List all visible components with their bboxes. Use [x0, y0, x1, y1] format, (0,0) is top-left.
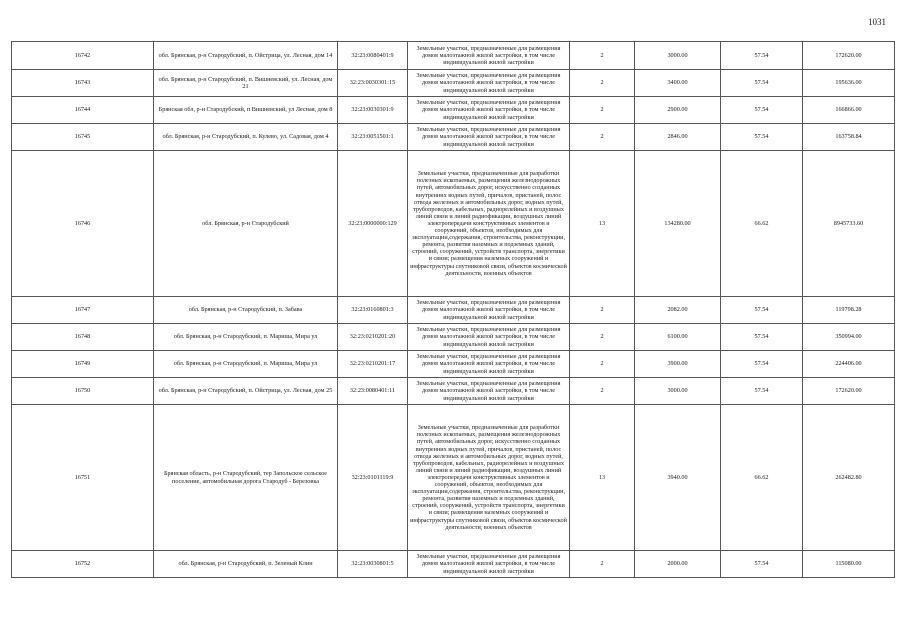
- land-use-cell: Земельные участки, предназначенные для разработки полезных ископаемых, размещения железнодорожных путей, автомобильных дорог, искусственно созданных внутренних водных путей, причалов, пристаней, полос отвода железных и автомобильных дорог, водных путей, трубопроводов, кабельных, радиорелейных и воздушных линий связи и линий радиофикации, воздушных линий электропередачи конструктивных элементов и сооружений, объектов, необходимых для эксплуатации,содержания, строительства, реконструкции, ремонта, развития наземных и подземных зданий, строений, сооружений, устройств транспорта, энергетики и связи; размещения наземных сооружений и инфраструктуры спутниковой связи, объектов космической деятельности, военных объектов: [408, 405, 570, 551]
- cadastral-value-cell: 172620.00: [803, 378, 895, 405]
- row-number: 16746: [12, 151, 154, 297]
- land-use-cell: Земельные участки, предназначенные для размещения домов малоэтажной жилой застройки, в том числе индивидуальной жилой застройки: [408, 351, 570, 378]
- cadastral-number-cell: 32:23:0030301:15: [338, 70, 408, 97]
- address-cell: обл. Брянская, р-н Стародубский, п. Кулево, ул. Садовая, дом 4: [154, 124, 338, 151]
- group-cell: 2: [570, 351, 635, 378]
- cadastral-number-cell: 32:23:0000000:129: [338, 151, 408, 297]
- table-row: [12, 297, 895, 324]
- row-number: 16743: [12, 70, 154, 97]
- land-use-cell: Земельные участки, предназначенные для разработки полезных ископаемых, размещения железнодорожных путей, автомобильных дорог, искусственно созданных внутренних водных путей, причалов, пристаней, полос отвода железных и автомобильных дорог, водных путей, трубопроводов, кабельных, радиорелейных и воздушных линий связи и линий радиофикации, воздушных линий электропередачи конструктивных элементов и сооружений, объектов, необходимых для эксплуатации,содержания, строительства, реконструкции, ремонта, развития наземных и подземных зданий, строений, сооружений, устройств транспорта, энергетики и связи; размещения наземных сооружений и инфраструктуры спутниковой связи, объектов космической деятельности, военных объектов: [408, 151, 570, 297]
- rate-cell: 57.54: [721, 70, 803, 97]
- table-row: [12, 324, 895, 351]
- rate-cell: 57.54: [721, 378, 803, 405]
- cadastral-value-cell: 8945733.60: [803, 151, 895, 297]
- rate-cell: 57.54: [721, 324, 803, 351]
- cadastral-value-cell: 262482.80: [803, 405, 895, 551]
- cadastral-number-cell: 32:23:0101119:9: [338, 405, 408, 551]
- area-cell: 2846.00: [635, 124, 721, 151]
- rate-cell: 57.54: [721, 297, 803, 324]
- group-cell: 2: [570, 551, 635, 578]
- area-cell: 3000.00: [635, 378, 721, 405]
- cadastral-value-cell: 115080.00: [803, 551, 895, 578]
- cadastral-number-cell: 32:23:0080401:11: [338, 378, 408, 405]
- table-row: [12, 151, 895, 297]
- page-number: 1031: [868, 17, 886, 27]
- group-cell: 2: [570, 70, 635, 97]
- table-row: [12, 351, 895, 378]
- area-cell: 3900.00: [635, 351, 721, 378]
- rate-cell: 57.54: [721, 97, 803, 124]
- table-row: [12, 42, 895, 70]
- table-row: [12, 378, 895, 405]
- cadastral-number-cell: 32:23:0210201:20: [338, 324, 408, 351]
- address-cell: обл. Брянская, р-н Стародубский, п. Зеленый Клин: [154, 551, 338, 578]
- table-row: [12, 70, 895, 97]
- address-cell: обл. Брянская, р-н Стародубский, п. Забава: [154, 297, 338, 324]
- row-number: 16748: [12, 324, 154, 351]
- area-cell: 2000.00: [635, 551, 721, 578]
- row-number: 16749: [12, 351, 154, 378]
- area-cell: 3940.00: [635, 405, 721, 551]
- area-cell: 2900.00: [635, 97, 721, 124]
- group-cell: 2: [570, 97, 635, 124]
- table-row: [12, 405, 895, 551]
- land-use-cell: Земельные участки, предназначенные для размещения домов малоэтажной жилой застройки, в том числе индивидуальной жилой застройки: [408, 551, 570, 578]
- cadastral-number-cell: 32:23:0030301:9: [338, 97, 408, 124]
- table-row: [12, 551, 895, 578]
- row-number: 16751: [12, 405, 154, 551]
- cadastral-value-cell: 224406.00: [803, 351, 895, 378]
- row-number: 16744: [12, 97, 154, 124]
- table-row: [12, 97, 895, 124]
- group-cell: 2: [570, 124, 635, 151]
- cadastral-value-cell: 172620.00: [803, 42, 895, 70]
- cadastral-value-cell: 119798.28: [803, 297, 895, 324]
- rate-cell: 57.54: [721, 551, 803, 578]
- land-use-cell: Земельные участки, предназначенные для размещения домов малоэтажной жилой застройки, в том числе индивидуальной жилой застройки: [408, 42, 570, 70]
- area-cell: 134280.00: [635, 151, 721, 297]
- row-number: 16745: [12, 124, 154, 151]
- land-use-cell: Земельные участки, предназначенные для размещения домов малоэтажной жилой застройки, в том числе индивидуальной жилой застройки: [408, 97, 570, 124]
- address-cell: обл. Брянская, р-н Стародубский: [154, 151, 338, 297]
- cadastral-number-cell: 32:23:0030801:5: [338, 551, 408, 578]
- land-use-cell: Земельные участки, предназначенные для размещения домов малоэтажной жилой застройки, в том числе индивидуальной жилой застройки: [408, 70, 570, 97]
- land-use-cell: Земельные участки, предназначенные для размещения домов малоэтажной жилой застройки, в том числе индивидуальной жилой застройки: [408, 378, 570, 405]
- address-cell: Брянская область, р-н Стародубский, тер Запольское сельское поселение, автомобильная дорога Стародуб - Березовка: [154, 405, 338, 551]
- rate-cell: 57.54: [721, 124, 803, 151]
- cadastral-value-cell: 195636.00: [803, 70, 895, 97]
- land-use-cell: Земельные участки, предназначенные для размещения домов малоэтажной жилой застройки, в том числе индивидуальной жилой застройки: [408, 324, 570, 351]
- cadastral-number-cell: 32:23:0051501:1: [338, 124, 408, 151]
- cadastral-number-cell: 32:23:0080401:9: [338, 42, 408, 70]
- cadastral-value-cell: 350994.00: [803, 324, 895, 351]
- row-number: 16752: [12, 551, 154, 578]
- group-cell: 13: [570, 151, 635, 297]
- land-use-cell: Земельные участки, предназначенные для размещения домов малоэтажной жилой застройки, в том числе индивидуальной жилой застройки: [408, 297, 570, 324]
- cadastral-number-cell: 32:23:0210201:17: [338, 351, 408, 378]
- area-cell: 6100.00: [635, 324, 721, 351]
- land-register-table: [11, 41, 895, 578]
- address-cell: Брянская обл, р-н Стародубский, п Вишневский, ул Лесная, дом 8: [154, 97, 338, 124]
- table-row: [12, 124, 895, 151]
- cadastral-value-cell: 163758.84: [803, 124, 895, 151]
- land-use-cell: Земельные участки, предназначенные для размещения домов малоэтажной жилой застройки, в том числе индивидуальной жилой застройки: [408, 124, 570, 151]
- row-number: 16747: [12, 297, 154, 324]
- group-cell: 13: [570, 405, 635, 551]
- rate-cell: 66.62: [721, 405, 803, 551]
- rate-cell: 66.62: [721, 151, 803, 297]
- group-cell: 2: [570, 378, 635, 405]
- area-cell: 3400.00: [635, 70, 721, 97]
- group-cell: 2: [570, 324, 635, 351]
- rate-cell: 57.54: [721, 42, 803, 70]
- rate-cell: 57.54: [721, 351, 803, 378]
- area-cell: 3000.00: [635, 42, 721, 70]
- cadastral-value-cell: 166866.00: [803, 97, 895, 124]
- address-cell: обл. Брянская, р-н Стародубский, п. Мариша, Мира ул: [154, 351, 338, 378]
- group-cell: 2: [570, 297, 635, 324]
- address-cell: обл. Брянская, р-н Стародубский, п. Ойстрица, ул. Лесная, дом 25: [154, 378, 338, 405]
- group-cell: 2: [570, 42, 635, 70]
- row-number: 16742: [12, 42, 154, 70]
- address-cell: обл. Брянская, р-н Стародубский, п. Вишневский, ул. Лесная, дом 21: [154, 70, 338, 97]
- area-cell: 2082.00: [635, 297, 721, 324]
- cadastral-number-cell: 32:23:0160801:3: [338, 297, 408, 324]
- address-cell: обл. Брянская, р-н Стародубский, п. Ойстрица, ул. Лесная, дом 14: [154, 42, 338, 70]
- address-cell: обл. Брянская, р-н Стародубский, п. Мариша, Мира ул: [154, 324, 338, 351]
- row-number: 16750: [12, 378, 154, 405]
